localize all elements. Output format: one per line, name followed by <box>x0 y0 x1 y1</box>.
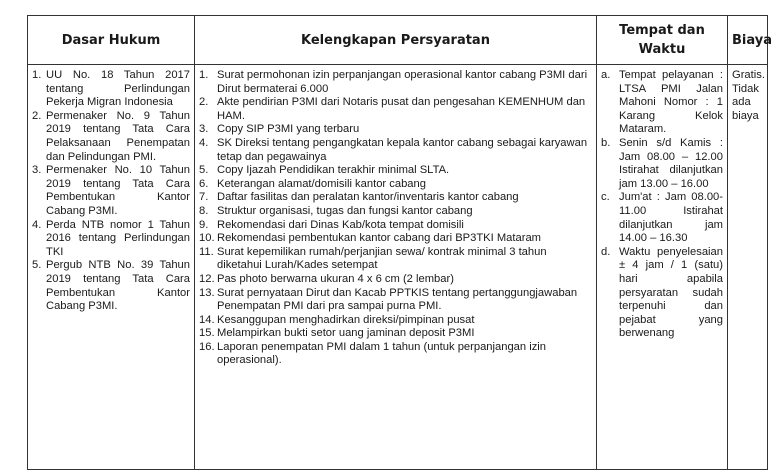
list-item <box>32 69 190 110</box>
requirements-table <box>27 15 772 470</box>
list-item <box>199 178 592 192</box>
item-text: Melampirkan bukti setor uang jaminan deposit P3MI <box>217 327 475 340</box>
item-text: UU No. 18 Tahun 2017 tentang Perlindungan Pekerja Migran Indonesia <box>46 69 190 109</box>
item-number: 4. <box>199 136 209 149</box>
item-number: 8. <box>199 204 209 217</box>
tempat-waktu-cell <box>597 65 728 470</box>
header-dasar-hukum: Dasar Hukum <box>28 16 195 65</box>
item-number: a. <box>601 69 611 81</box>
item-text: Struktur organisasi, tugas dan fungsi kantor cabang <box>217 204 473 217</box>
item-text: Pas photo berwarna ukuran 4 x 6 cm (2 lembar) <box>217 272 454 285</box>
list-item <box>199 273 592 287</box>
list-item <box>32 219 190 260</box>
item-number: 3. <box>32 164 42 177</box>
dasar-hukum-cell <box>28 65 195 470</box>
item-number: 13. <box>199 286 215 299</box>
dasar-hukum-list <box>32 69 190 314</box>
persyaratan-cell <box>195 65 597 470</box>
item-number: 4. <box>32 218 42 231</box>
list-item <box>601 246 723 341</box>
item-number: 5. <box>199 164 209 177</box>
item-text: Keterangan alamat/domisili kantor cabang <box>217 177 426 190</box>
item-number: 2. <box>199 96 209 109</box>
list-item <box>199 341 592 368</box>
biaya-cell: Gratis. Tidak ada biaya <box>728 65 768 470</box>
list-item <box>199 287 592 314</box>
list-item <box>199 96 592 123</box>
item-text: Copy SIP P3MI yang terbaru <box>217 123 360 136</box>
item-text: Kesanggupan menghadirkan direksi/pimpinan pusat <box>217 313 475 326</box>
list-item <box>601 137 723 191</box>
list-item <box>199 246 592 273</box>
header-kelengkapan-persyaratan: Kelengkapan Persyaratan <box>195 16 597 65</box>
item-number: b. <box>601 136 611 149</box>
item-text: Akte pendirian P3MI dari Notaris pusat dan pengesahan KEMENHUM dan HAM. <box>217 96 586 122</box>
item-text: Perda NTB nomor 1 Tahun 2016 tentang Perlindungan TKI <box>46 218 190 258</box>
item-text: Rekomendasi pembentukan kantor cabang dari BP3TKI Mataram <box>217 232 541 245</box>
item-text: Rekomendasi dari Dinas Kab/kota tempat domisili <box>217 218 464 231</box>
item-number: 15. <box>199 327 215 340</box>
persyaratan-list <box>199 69 592 368</box>
item-number: 1. <box>32 69 42 81</box>
list-item <box>601 69 723 137</box>
item-text: Surat kepemilikan rumah/perjanjian sewa/ kontrak minimal 3 tahun diketahui Lurah/Kades setempat <box>217 245 547 272</box>
item-text: Jum'at : Jam 08.00-11.00 Istirahat dilanjutkan jam 14.00 – 16.30 <box>619 191 723 245</box>
list-item <box>199 314 592 328</box>
item-number: c. <box>601 191 610 204</box>
content-row <box>28 65 768 470</box>
tempat-waktu-list <box>601 69 723 341</box>
list-item <box>199 232 592 246</box>
item-text: SK Direksi tentang pengangkatan kepala kantor cabang sebagai karyawan tetap dan pegawainya <box>217 136 588 163</box>
item-text: Surat pernyataan Dirut dan Kacab PPTKIS tentang pertanggungjawaban Penempatan PMI dari pra sampai purna PMI. <box>217 286 578 313</box>
item-number: d. <box>601 245 611 258</box>
item-text: Permenaker No. 10 Tahun 2019 tentang Tata Cara Pembentukan Kantor Cabang P3MI. <box>46 164 190 217</box>
list-item <box>32 164 190 218</box>
list-item <box>199 164 592 178</box>
list-item <box>199 69 592 96</box>
list-item <box>199 205 592 219</box>
list-item <box>199 191 592 205</box>
item-number: 7. <box>199 191 209 204</box>
list-item <box>199 327 592 341</box>
list-item <box>32 110 190 164</box>
list-item <box>32 259 190 313</box>
item-text: Daftar fasilitas dan peralatan kantor/inventaris kantor cabang <box>217 191 519 204</box>
item-number: 12. <box>199 272 215 285</box>
list-item <box>199 137 592 164</box>
item-number: 14. <box>199 313 215 326</box>
header-biaya: Biaya <box>728 16 768 65</box>
item-text: Laporan penempatan PMI dalam 1 tahun (untuk perpanjangan izin operasional). <box>217 340 547 367</box>
item-text: Copy Ijazah Pendidikan terakhir minimal SLTA. <box>217 164 450 177</box>
header-row <box>28 16 768 65</box>
item-number: 3. <box>199 123 209 136</box>
item-text: Permenaker No. 9 Tahun 2019 tentang Tata Cara Pelaksanaan Penempatan dan Pelindungan PMI. <box>46 109 190 163</box>
item-text: Senin s/d Kamis : Jam 08.00 – 12.00 Istirahat dilanjutkan jam 13.00 – 16.00 <box>619 136 723 190</box>
item-text: Surat permohonan izin perpanjangan operasional kantor cabang P3MI dari Dirut bermaterai 6.000 <box>217 69 588 95</box>
item-number: 16. <box>199 340 215 353</box>
item-number: 10. <box>199 232 215 245</box>
list-item <box>199 219 592 233</box>
item-number: 9. <box>199 218 209 231</box>
item-number: 11. <box>199 245 214 258</box>
list-item <box>199 123 592 137</box>
item-text: Tempat pelayanan : LTSA PMI Jalan Mahoni Nomor : 1 Karang Kelok Mataram. <box>619 69 723 136</box>
header-tempat-waktu: Tempat dan Waktu <box>597 16 728 65</box>
item-number: 2. <box>32 109 42 122</box>
item-number: 1. <box>199 69 209 81</box>
item-text: Pergub NTB No. 39 Tahun 2019 tentang Tata Cara Pembentukan Kantor Cabang P3MI. <box>46 259 190 313</box>
item-number: 6. <box>199 177 209 190</box>
item-number: 5. <box>32 259 42 272</box>
item-text: Waktu penyelesaian ± 4 jam / 1 (satu) hari apabila persyaratan sudah terpenuhi dan pejabat yang berwenang <box>619 245 723 340</box>
list-item <box>601 191 723 245</box>
